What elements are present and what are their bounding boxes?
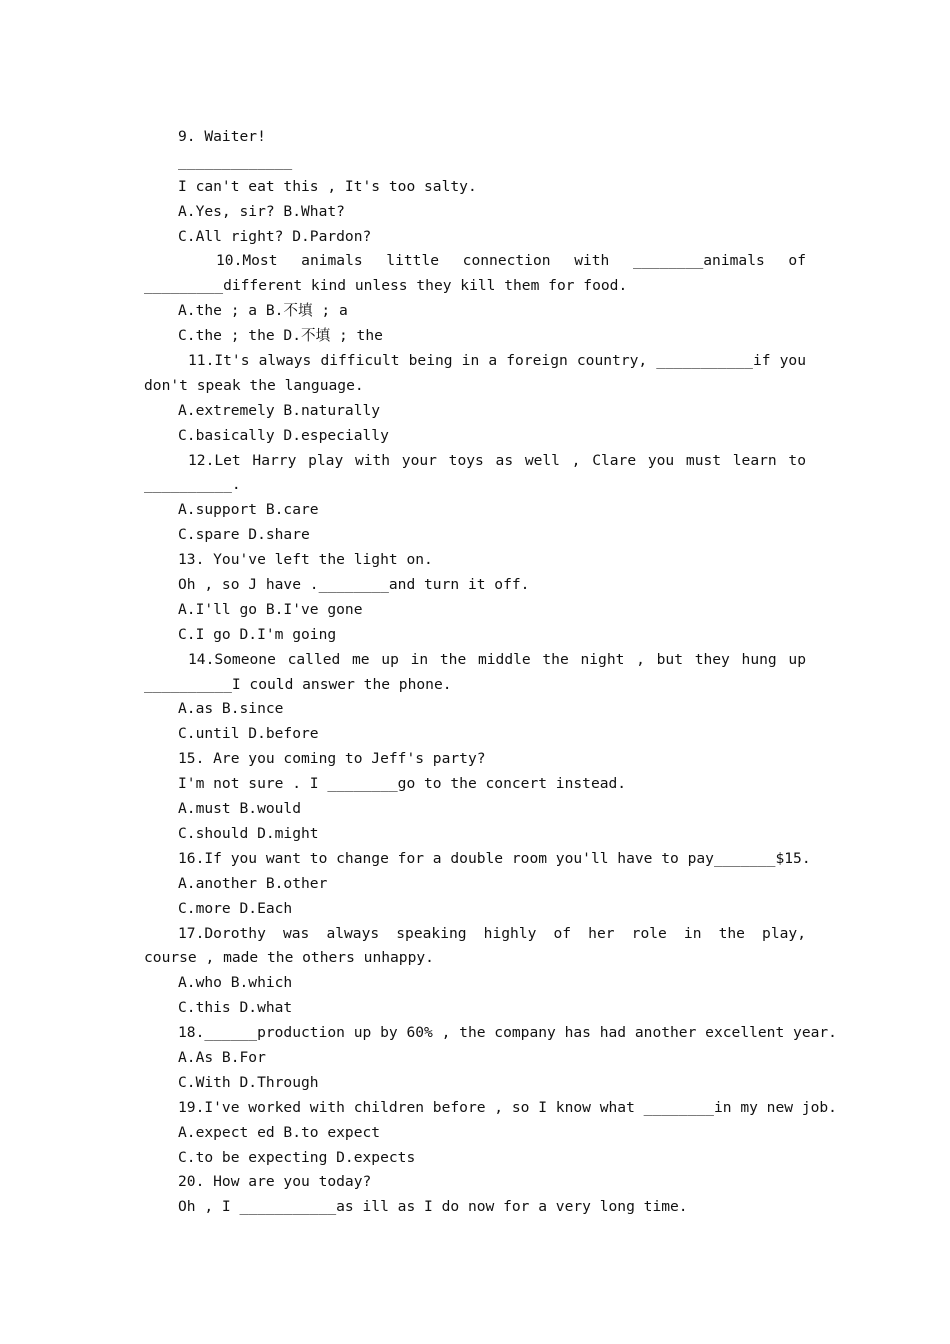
question-12-options-cd: C.spare D.share xyxy=(178,526,310,544)
question-9-options-cd: C.All right? D.Pardon? xyxy=(178,227,372,245)
question-16-options-cd: C.more D.Each xyxy=(178,899,293,917)
question-15-stem: 15. Are you coming to Jeff's party? xyxy=(178,750,486,768)
question-10-stem-cont: _________different kind unless they kill them for food. xyxy=(144,277,628,295)
question-15-options-cd: C.should D.might xyxy=(178,824,319,842)
question-10-options-cd: C.the ; the D.不填 ; the xyxy=(178,327,383,345)
question-18-options-cd: C.With D.Through xyxy=(178,1073,319,1091)
question-13-stem: 13. You've left the light on. xyxy=(178,551,433,569)
question-12-stem: 12.Let Harry play with your toys as well , Clare you must learn to xyxy=(188,451,806,469)
question-15-response: I'm not sure . I ________go to the concert instead. xyxy=(178,775,627,793)
question-list xyxy=(144,125,837,1220)
question-12-stem-cont: __________. xyxy=(144,476,241,494)
question-13-options-ab: A.I'll go B.I've gone xyxy=(178,600,363,618)
question-17-stem: 17.Dorothy was always speaking highly of her role in the play, xyxy=(178,924,806,942)
question-20-stem: 20. How are you today? xyxy=(178,1173,372,1191)
question-18-stem: 18.______production up by 60% , the company has had another excellent year. xyxy=(178,1024,837,1042)
question-11-options-ab: A.extremely B.naturally xyxy=(178,401,381,419)
question-17-stem-cont: course , made the others unhappy. xyxy=(144,949,434,967)
question-19-options-ab: A.expect ed B.to expect xyxy=(178,1123,381,1141)
question-13-response: Oh , so J have .________and turn it off. xyxy=(178,576,530,594)
question-19-options-cd: C.to be expecting D.expects xyxy=(178,1148,416,1166)
question-14-stem: 14.Someone called me up in the middle the night , but they hung up xyxy=(188,650,806,668)
question-14-stem-cont: __________I could answer the phone. xyxy=(144,675,452,693)
question-9-stem: 9. Waiter! xyxy=(178,128,266,145)
question-9-response: I can't eat this , It's too salty. xyxy=(178,177,477,195)
question-14-options-ab: A.as B.since xyxy=(178,700,284,718)
question-18-options-ab: A.As B.For xyxy=(178,1048,266,1066)
question-17-options-cd: C.this D.what xyxy=(178,999,293,1017)
question-11-options-cd: C.basically D.especially xyxy=(178,426,389,444)
question-17-options-ab: A.who B.which xyxy=(178,974,293,992)
question-12-options-ab: A.support B.care xyxy=(178,501,319,519)
question-9-options-ab: A.Yes, sir? B.What? xyxy=(178,202,345,220)
question-16-stem: 16.If you want to change for a double room you'll have to pay_______$15. xyxy=(178,849,811,867)
question-20-response: Oh , I ___________as ill as I do now for a very long time. xyxy=(178,1198,688,1216)
question-11-stem-cont: don't speak the language. xyxy=(144,376,364,394)
question-16-options-ab: A.another B.other xyxy=(178,874,328,892)
question-9-blank: _____________ xyxy=(178,152,293,170)
question-15-options-ab: A.must B.would xyxy=(178,800,302,818)
question-14-options-cd: C.until D.before xyxy=(178,725,319,743)
question-13-options-cd: C.I go D.I'm going xyxy=(178,625,337,643)
question-11-stem: 11.It's always difficult being in a foreign country, ___________if you xyxy=(188,352,806,370)
question-10-stem: 10.Most animals little connection with ________animals of xyxy=(216,252,806,270)
question-10-options-ab: A.the ; a B.不填 ; a xyxy=(178,302,348,320)
question-19-stem: 19.I've worked with children before , so I know what ________in my new job. xyxy=(178,1098,837,1116)
